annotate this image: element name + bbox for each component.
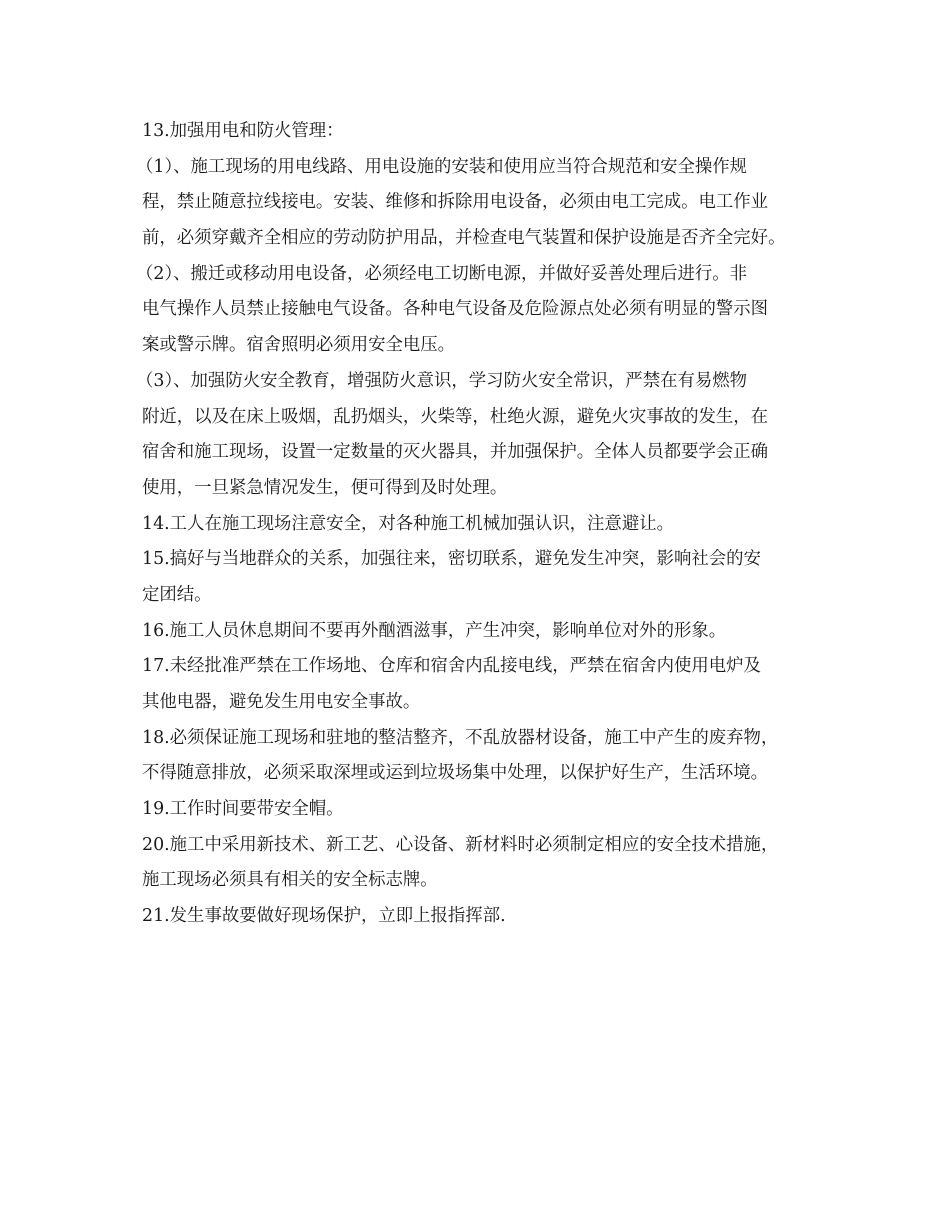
- paragraph-17-line-2: 其他电器，避免发生用电安全事故。: [142, 692, 421, 712]
- item-3-line-2: 附近，以及在床上吸烟，乱扔烟头，火柴等，杜绝火源，避免火灾事故的发生，在: [142, 406, 769, 427]
- item-1-line-1: （1）、施工现场的用电线路、用电设施的安装和使用应当符合规范和安全操作规: [136, 156, 748, 177]
- paragraph-15-line-2: 定团结。: [142, 584, 212, 605]
- paragraph-20-line-2: 施工现场必须具有相关的安全标志牌。: [142, 870, 438, 891]
- item-1-line-3: 前，必须穿戴齐全相应的劳动防护用品，并检查电气装置和保护设施是否齐全完好。: [142, 228, 786, 249]
- paragraph-15-line-1: 15.搞好与当地群众的关系，加强往来，密切联系，避免发生冲突，影响社会的安: [142, 549, 761, 570]
- item-3-line-1: （3）、加强防火安全教育，增强防火意识，学习防火安全常识，严禁在有易燃物: [136, 370, 748, 391]
- paragraph-18-line-1: 18.必须保证施工现场和驻地的整洁整齐，不乱放器材设备，施工中产生的废弃物，: [142, 727, 779, 748]
- heading-13: 13.加强用电和防火管理：: [142, 121, 344, 141]
- paragraph-20-line-1: 20.施工中采用新技术、新工艺、心设备、新材料时必须制定相应的安全技术措施，: [142, 834, 779, 855]
- paragraph-17-line-1: 17.未经批准严禁在工作场地、仓库和宿舍内乱接电线，严禁在宿舍内使用电炉及: [142, 656, 761, 677]
- item-2-line-1: （2）、搬迁或移动用电设备，必须经电工切断电源，并做好妥善处理后进行。非: [136, 263, 748, 284]
- item-3-line-4: 使用，一旦紧急情况发生，便可得到及时处理。: [142, 477, 508, 498]
- paragraph-18-line-2: 不得随意排放，必须采取深埋或运到垃圾场集中处理，以保护好生产，生活环境。: [142, 763, 769, 784]
- paragraph-21: 21.发生事故要做好现场保护，立即上报指挥部.: [142, 906, 506, 927]
- item-1-line-2: 程，禁止随意拉线接电。安装、维修和拆除用电设备，必须由电工完成。电工作业: [142, 192, 769, 213]
- item-3-line-3: 宿舍和施工现场，设置一定数量的灭火器具，并加强保护。全体人员都要学会正确: [142, 442, 769, 463]
- paragraph-16: 16.施工人员休息期间不要再外酗酒滋事，产生冲突，影响单位对外的形象。: [142, 620, 727, 641]
- paragraph-19: 19.工作时间要带安全帽。: [142, 799, 344, 820]
- document-body: [136, 114, 832, 935]
- item-2-line-2: 电气操作人员禁止接触电气设备。各种电气设备及危险源点处必须有明显的警示图: [142, 299, 769, 320]
- item-2-line-3: 案或警示牌。宿舍照明必须用安全电压。: [142, 335, 456, 356]
- paragraph-14: 14.工人在施工现场注意安全，对各种施工机械加强认识，注意避让。: [142, 513, 674, 534]
